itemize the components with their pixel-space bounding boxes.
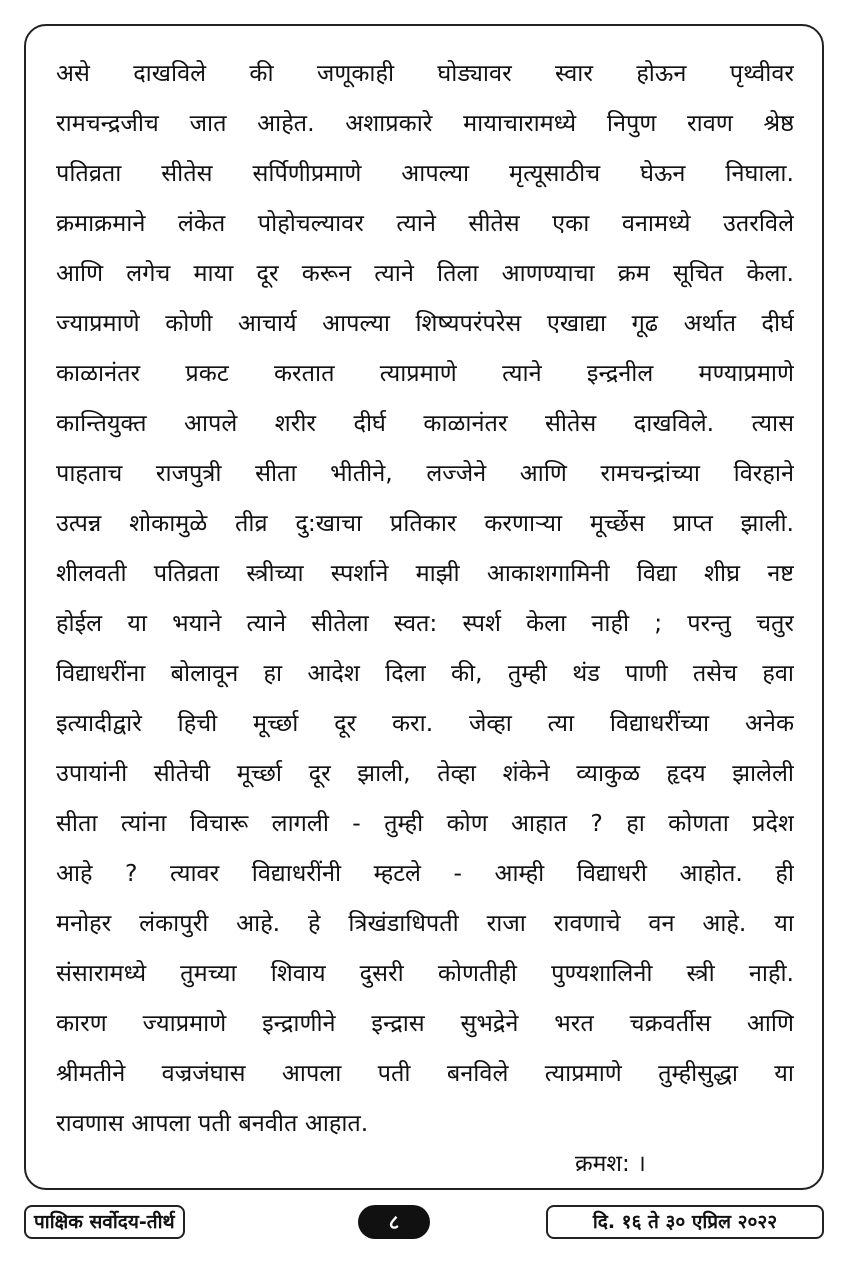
article-line: असे दाखविले की जणूकाही घोड्यावर स्वार होऊन पृथ्वीवर [56,59,794,87]
article-line: आणि लगेच माया दूर करून त्याने तिला आणण्याचा क्रम सूचित केला. [56,259,794,287]
article-line: होईल या भयाने त्याने सीतेला स्वत: स्पर्श केला नाही ; परन्तु चतुर [56,609,794,637]
article-line: काळानंतर प्रकट करतात त्याप्रमाणे त्याने इन्द्रनील मण्याप्रमाणे [56,359,794,387]
article-line: आहे ? त्यावर विद्याधरींनी म्हटले - आम्ही विद्याधरी आहोत. ही [56,859,794,887]
issue-date: दि. १६ ते ३० एप्रिल २०२२ [546,1205,824,1239]
article-line: सीता त्यांना विचारू लागली - तुम्ही कोण आहात ? हा कोणता प्रदेश [56,809,794,837]
article-line: पतिव्रता सीतेस सर्पिणीप्रमाणे आपल्या मृत्यूसाठीच घेऊन निघाला. [56,159,794,187]
article-line: कान्तियुक्त आपले शरीर दीर्घ काळानंतर सीतेस दाखविले. त्यास [56,409,794,437]
article-line: शीलवती पतिव्रता स्त्रीच्या स्पर्शाने माझी आकाशगामिनी विद्या शीघ्र नष्ट [56,559,794,587]
article-line: उत्पन्न शोकामुळे तीव्र दु:खाचा प्रतिकार करणाऱ्या मूर्च्छेस प्राप्त झाली. [56,509,794,537]
article-line: कारण ज्याप्रमाणे इन्द्राणीने इन्द्रास सुभद्रेने भरत चक्रवर्तीस आणि [56,1009,794,1037]
article-body [56,48,794,1148]
page-number: ८ [358,1205,430,1239]
article-line: संसारामध्ये तुमच्या शिवाय दुसरी कोणतीही पुण्यशालिनी स्त्री नाही. [56,959,794,987]
article-line: ज्याप्रमाणे कोणी आचार्य आपल्या शिष्यपरंपरेस एखाद्या गूढ अर्थात दीर्घ [56,309,794,337]
article-line: मनोहर लंकापुरी आहे. हे त्रिखंडाधिपती राजा रावणाचे वन आहे. या [56,909,794,937]
article-line: विद्याधरींना बोलावून हा आदेश दिला की, तुम्ही थंड पाणी तसेच हवा [56,659,794,687]
article-line: रावणास आपला पती बनवीत आहात. [56,1109,369,1137]
article-line: पाहताच राजपुत्री सीता भीतीने, लज्जेने आणि रामचन्द्रांच्या विरहाने [56,459,794,487]
article-line: इत्यादीद्वारे हिची मूर्च्छा दूर करा. जेव्हा त्या विद्याधरींच्या अनेक [56,709,794,737]
continued-marker: क्रमश: । [575,1151,646,1177]
publication-name: पाक्षिक सर्वोदय-तीर्थ [24,1205,185,1239]
article-line: श्रीमतीने वज्रजंघास आपला पती बनविले त्याप्रमाणे तुम्हीसुद्धा या [56,1059,794,1087]
article-line: रामचन्द्रजीच जात आहेत. अशाप्रकारे मायाचारामध्ये निपुण रावण श्रेष्ठ [56,109,794,137]
article-line: उपायांनी सीतेची मूर्च्छा दूर झाली, तेव्हा शंकेने व्याकुळ हृदय झालेली [56,759,794,787]
article-line: क्रमाक्रमाने लंकेत पोहोचल्यावर त्याने सीतेस एका वनामध्ये उतरविले [56,209,794,237]
